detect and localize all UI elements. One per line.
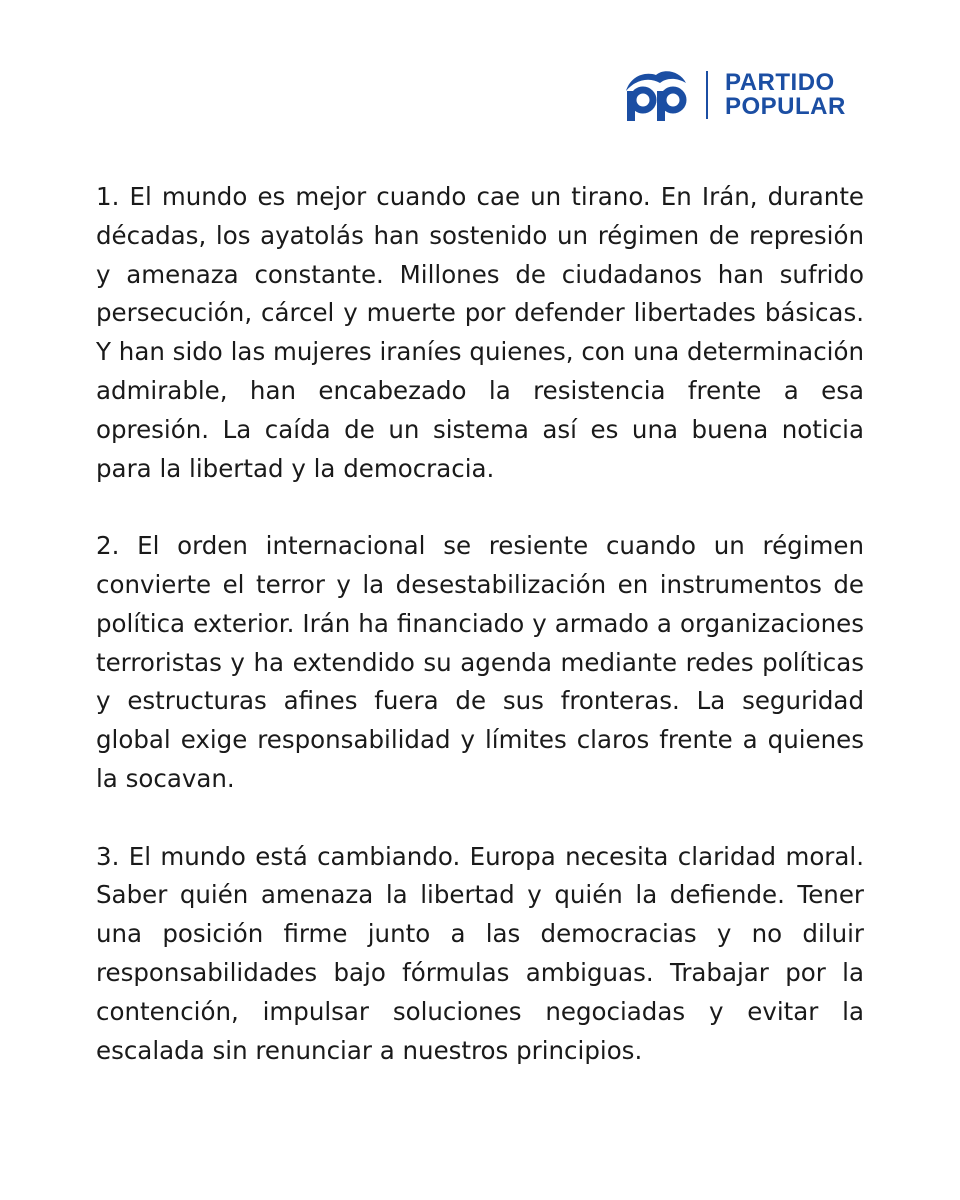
paragraph-1: 1. El mundo es mejor cuando cae un tirano. En Irán, durante décadas, los ayatolás han sostenido un régimen de represión y amenaza constante. Millones de ciudadanos han sufrido persecución, cárcel y muerte por defender libertades básicas. Y han sido las mujeres iraníes quienes, con una determinación admirable, han encabezado la resistencia frente a esa opresión. La caída de un sistema así es una buena noticia para la libertad y la democracia.: [96, 182, 864, 483]
pp-logo-icon: [620, 69, 690, 121]
party-logo: [620, 64, 880, 126]
logo-divider: [706, 71, 708, 119]
brand-line-1: PARTIDO: [725, 69, 835, 96]
brand-name: [725, 71, 846, 119]
statement-body: [96, 178, 864, 1109]
paragraph-3: 3. El mundo está cambiando. Europa necesita claridad moral. Saber quién amenaza la libertad y quién la defiende. Tener una posición firme junto a las democracias y no diluir responsabilidades bajo fórmulas ambiguas. Trabajar por la contención, impulsar soluciones negociadas y evitar la escalada sin renunciar a nuestros principios.: [96, 841, 864, 1065]
paragraph-2: 2. El orden internacional se resiente cuando un régimen convierte el terror y la desestabilización en instrumentos de política exterior. Irán ha financiado y armado a organizaciones terroristas y ha extendido su agenda mediante redes políticas y estructuras afines fuera de sus fronteras. La seguridad global exige responsabilidad y límites claros frente a quienes la socavan.: [96, 531, 864, 793]
brand-line-2: POPULAR: [725, 93, 846, 120]
